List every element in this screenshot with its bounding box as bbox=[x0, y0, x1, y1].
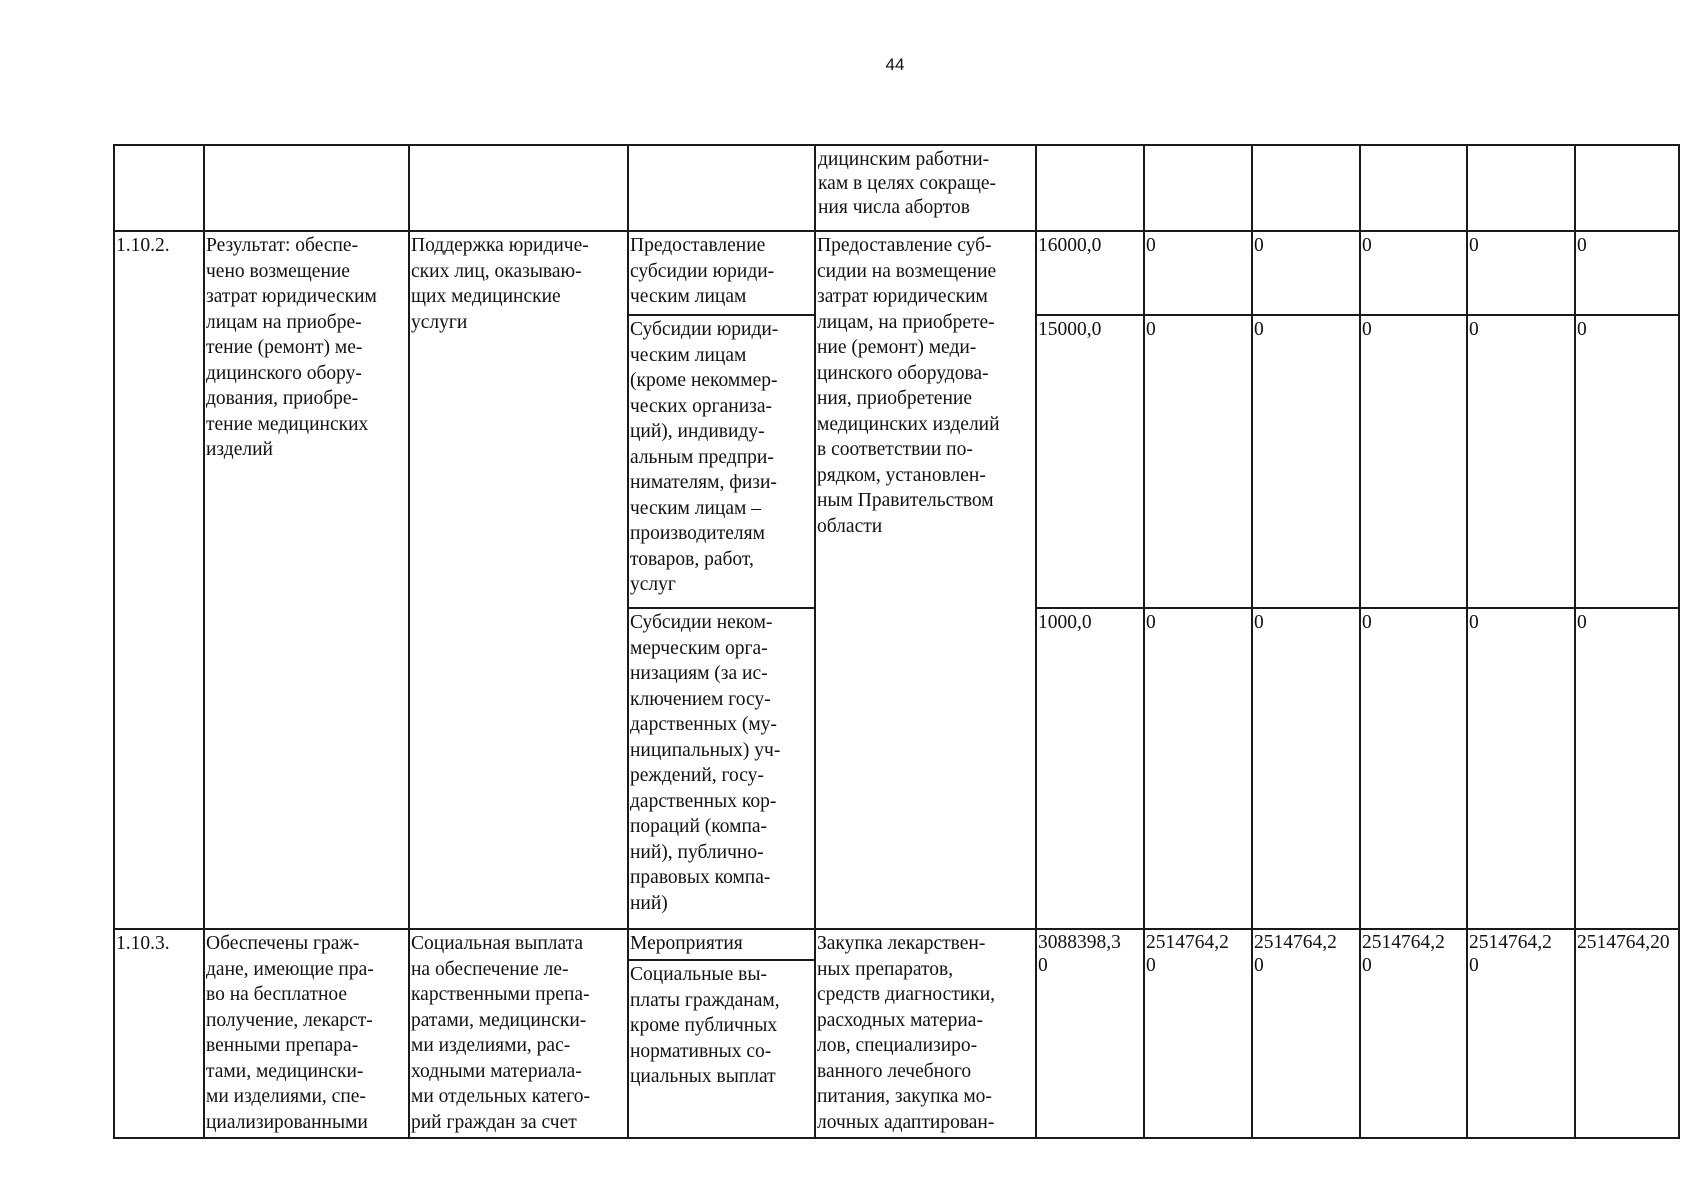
row-1-10-2-sub2-val-1: 15000,0 bbox=[1038, 319, 1102, 340]
row-divider bbox=[113, 230, 1678, 232]
row-1-10-2-number: 1.10.2. bbox=[116, 235, 170, 256]
row-divider bbox=[113, 928, 1678, 930]
col-divider bbox=[1359, 144, 1361, 1139]
col-divider bbox=[203, 144, 205, 1139]
row-1-10-2-sub3-val-4: 0 bbox=[1362, 612, 1372, 633]
row-1-10-3-number: 1.10.3. bbox=[116, 933, 170, 954]
col-divider bbox=[113, 144, 115, 1139]
row-1-10-3-type-header: Мероприятия bbox=[630, 933, 743, 954]
row-1-10-3-project: Социальная выплата на обеспечение ле- карственными препа- ратами, медицински- ми изделиями, рас- ходными материала- ми отдельных катего- рий граждан за счет bbox=[411, 933, 591, 1133]
row-1-10-2-sub2-val-3: 0 bbox=[1254, 319, 1264, 340]
row-1-10-2-sub1-val-1: 16000,0 bbox=[1038, 235, 1102, 256]
row-1-10-2-sub3-val-2: 0 bbox=[1146, 612, 1156, 633]
page-number: 44 bbox=[885, 55, 905, 74]
table-top-border bbox=[113, 144, 1678, 146]
row-1-10-2-sub2-val-4: 0 bbox=[1362, 319, 1372, 340]
col-divider bbox=[814, 144, 816, 1139]
col-divider bbox=[627, 144, 629, 1139]
col-divider bbox=[1035, 144, 1037, 1139]
row-1-10-2-sub1-val-2: 0 bbox=[1146, 235, 1156, 256]
row-divider bbox=[627, 959, 814, 961]
cont-row-purpose: дицинским работни- кам в целях сокраще- ния числа абортов bbox=[818, 149, 996, 218]
row-divider bbox=[1035, 607, 1678, 609]
row-1-10-2-sub1-val-5: 0 bbox=[1469, 235, 1479, 256]
row-1-10-3-purpose: Закупка лекарствен- ных препаратов, средств диагностики, расходных материа- лов, специализиро- ванного лечебного питания, закупка мо- лочных адаптирован- bbox=[817, 933, 996, 1133]
row-1-10-3-val-5: 2514764,2 0 bbox=[1469, 932, 1552, 976]
row-1-10-2-sub1-val-6: 0 bbox=[1577, 235, 1587, 256]
row-1-10-2-purpose: Предоставление суб- сидии на возмещение затрат юридическим лицам, на приобрете- ние (ремонт) меди- цинского оборудова- ния, приобретение медицинских изделий в соответствии по- рядком, установлен- ным Правительством области bbox=[817, 235, 1000, 537]
row-1-10-2-sub2-val-5: 0 bbox=[1469, 319, 1479, 340]
table-bottom-border bbox=[113, 1137, 1678, 1139]
row-1-10-2-sub2-val-6: 0 bbox=[1577, 319, 1587, 340]
row-1-10-2-sub3-val-5: 0 bbox=[1469, 612, 1479, 633]
col-divider bbox=[1143, 144, 1145, 1139]
row-1-10-2-sub2-val-2: 0 bbox=[1146, 319, 1156, 340]
col-divider bbox=[1466, 144, 1468, 1139]
row-divider bbox=[627, 314, 814, 316]
row-1-10-2-sub1-type: Предоставление субсидии юриди- ческим лицам bbox=[630, 235, 775, 307]
row-1-10-3-val-2: 2514764,2 0 bbox=[1146, 932, 1229, 976]
row-divider bbox=[1035, 314, 1678, 316]
row-1-10-3-result: Обеспечены граж- дане, имеющие пра- во на бесплатное получение, лекарст- венными препара- тами, медицински- ми изделиями, спе- циализированными bbox=[206, 933, 374, 1133]
row-1-10-2-sub3-val-1: 1000,0 bbox=[1038, 612, 1092, 633]
row-1-10-2-result: Результат: обеспе- чено возмещение затрат юридическим лицам на приобре- тение (ремонт) ме- дицинского обору- дования, приобре- тение медицинских изделий bbox=[206, 235, 377, 460]
row-1-10-2-sub1-val-3: 0 bbox=[1254, 235, 1264, 256]
row-1-10-2-project: Поддержка юридиче- ских лиц, оказываю- щих медицинские услуги bbox=[411, 235, 589, 333]
row-1-10-2-sub3-type: Субсидии неком- мерческим орга- низациям (за ис- ключением госу- дарственных (му- ниципальных) уч- реждений, госу- дарственных кор- пораций (компа- ний), публично- правовых компа- ний) bbox=[630, 612, 781, 914]
col-divider bbox=[408, 144, 410, 1139]
row-1-10-2-sub3-val-3: 0 bbox=[1254, 612, 1264, 633]
row-1-10-2-sub2-type: Субсидии юриди- ческим лицам (кроме некоммер- ческих организа- ций), индивиду- альным предпри- нимателям, физи- ческим лицам – производителям товаров, работ, услуг bbox=[630, 319, 779, 595]
row-1-10-3-val-3: 2514764,2 0 bbox=[1254, 932, 1337, 976]
row-1-10-3-type: Социальные вы- платы гражданам, кроме публичных нормативных со- циальных выплат bbox=[630, 964, 780, 1087]
table-right-border bbox=[1678, 144, 1680, 1139]
row-1-10-3-val-6: 2514764,20 bbox=[1577, 932, 1670, 953]
row-1-10-2-sub3-val-6: 0 bbox=[1577, 612, 1587, 633]
row-1-10-3-val-4: 2514764,2 0 bbox=[1362, 932, 1445, 976]
col-divider bbox=[1574, 144, 1576, 1139]
col-divider bbox=[1251, 144, 1253, 1139]
row-divider bbox=[627, 607, 814, 609]
row-1-10-2-sub1-val-4: 0 bbox=[1362, 235, 1372, 256]
row-1-10-3-val-1: 3088398,3 0 bbox=[1038, 932, 1121, 976]
